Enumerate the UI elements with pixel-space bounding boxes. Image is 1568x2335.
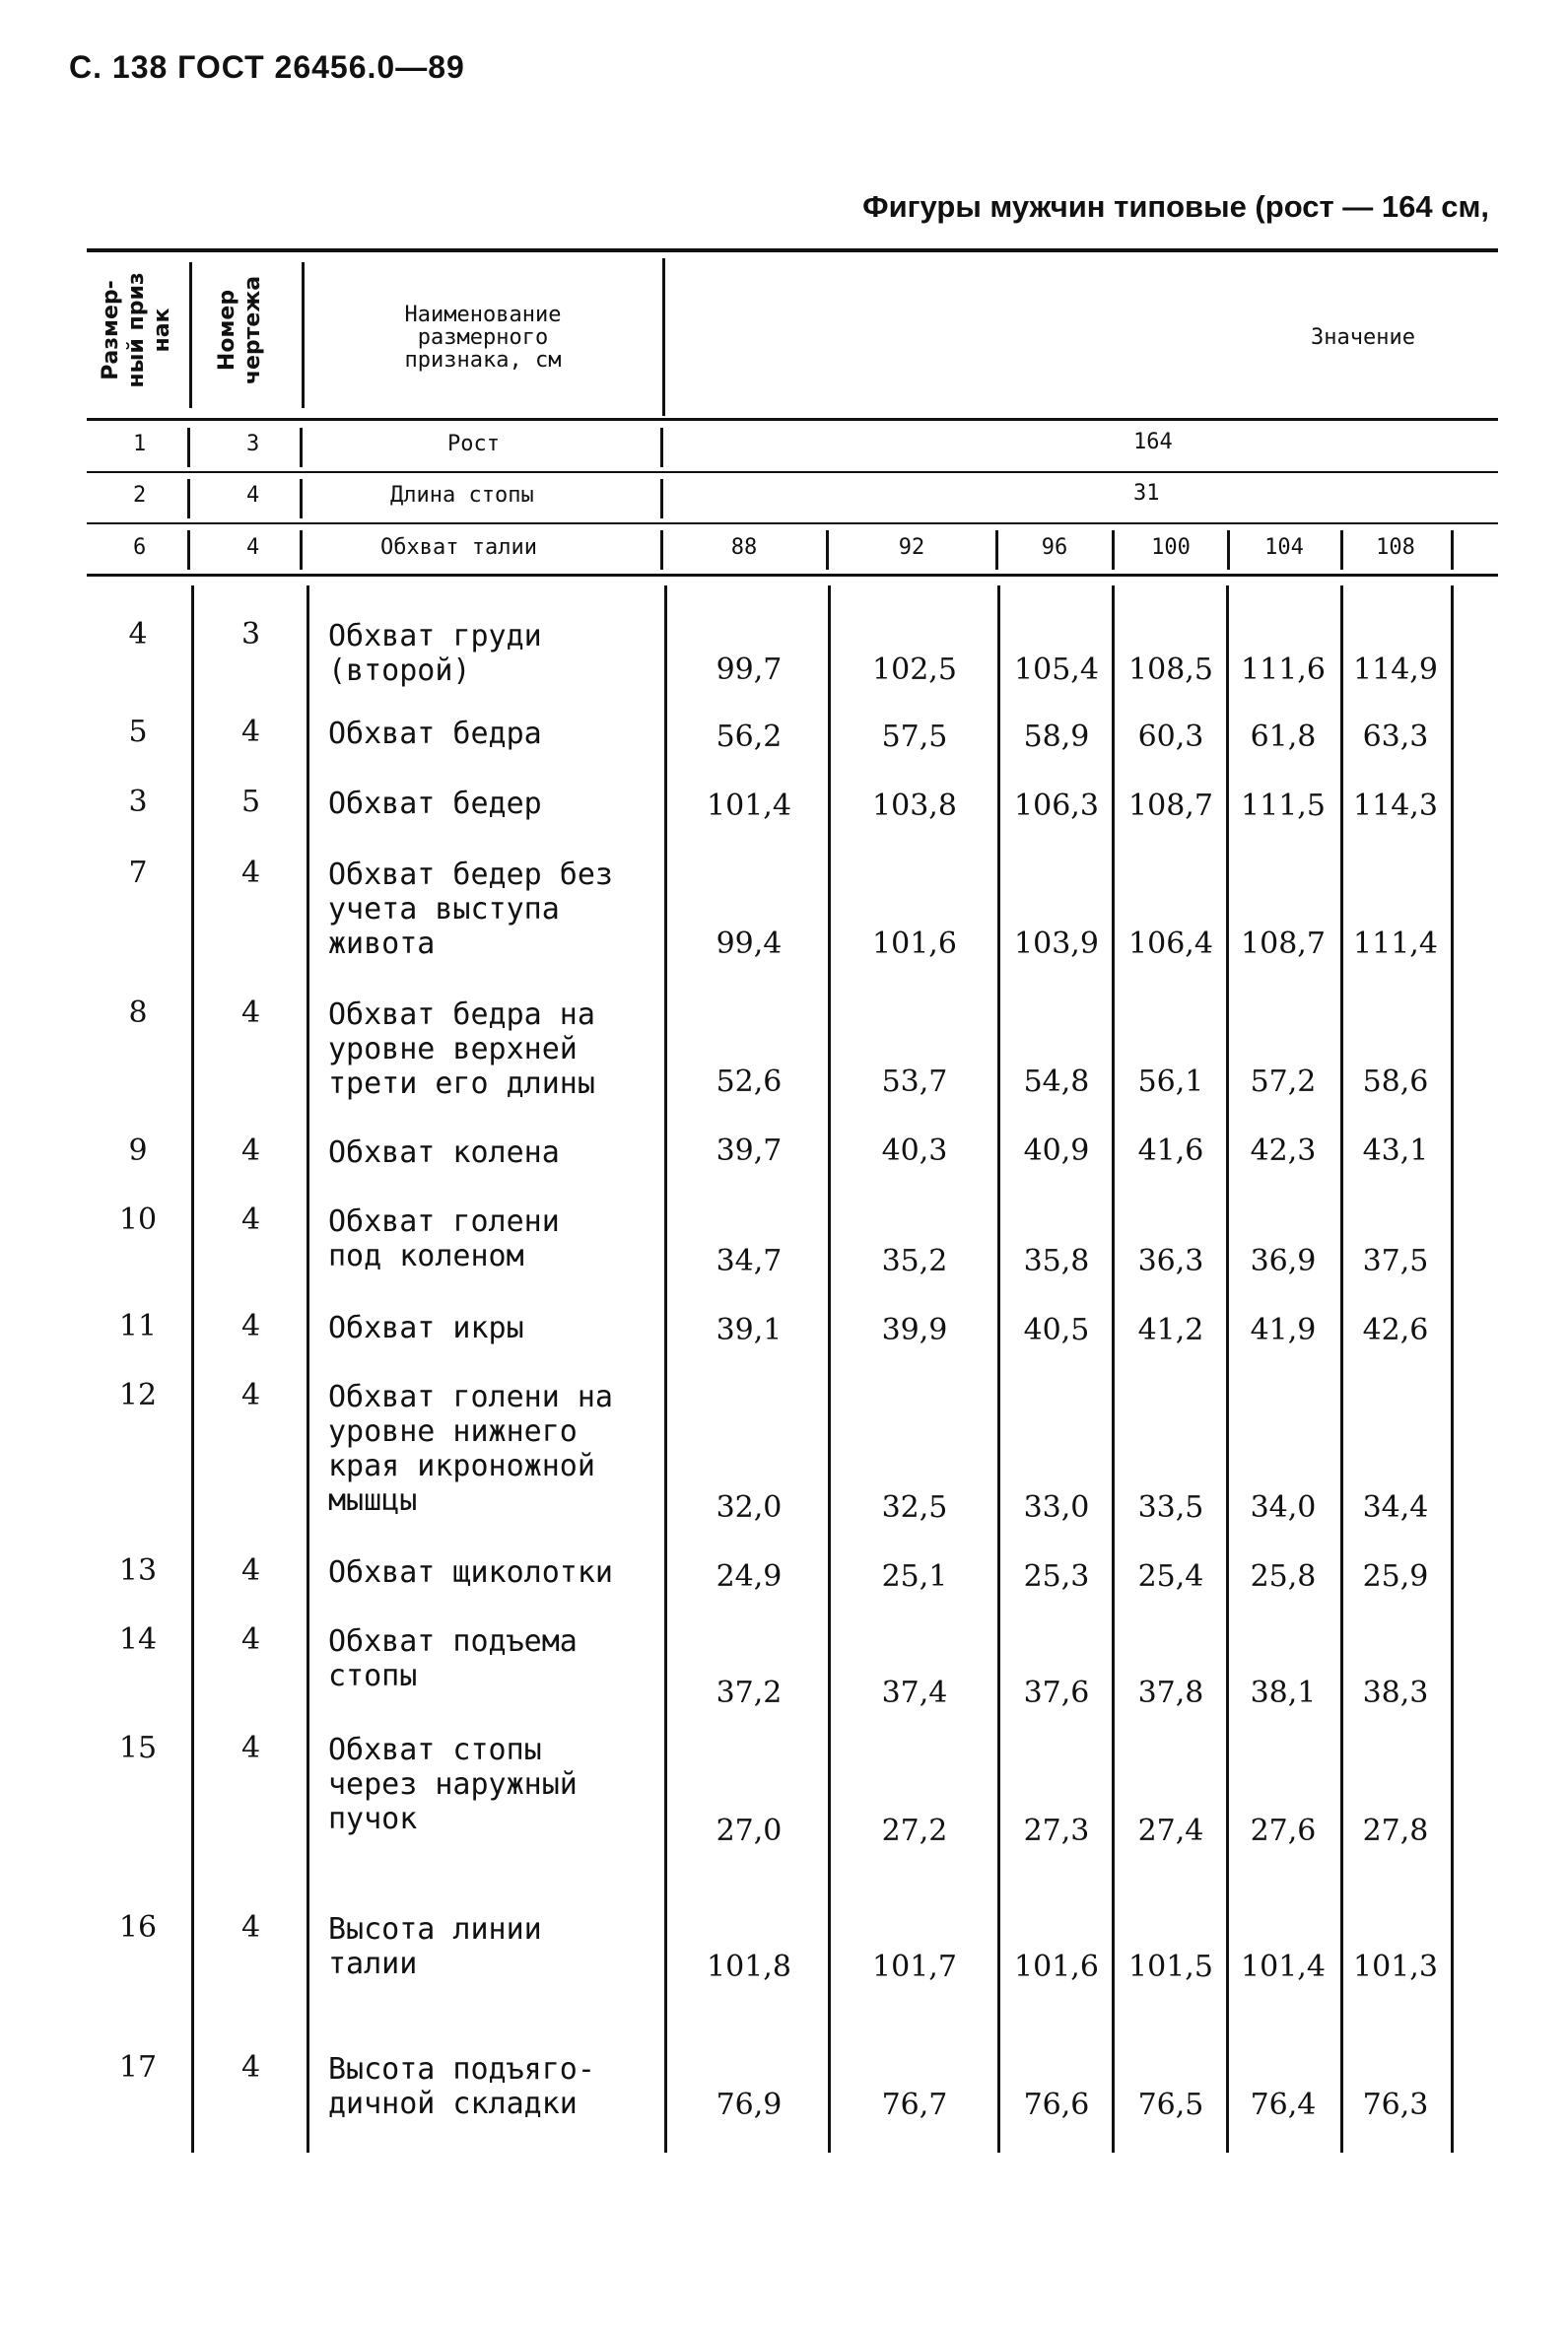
col-header-feature-no: Размер- ный приз нак <box>99 272 174 388</box>
row-name: Обхват щиколотки <box>328 1555 613 1590</box>
row-value: 36,9 <box>1250 1244 1317 1278</box>
row-waist-drawing: 4 <box>246 535 260 560</box>
row-name: Высота подъяго- дичной складки <box>328 2052 595 2121</box>
row-drawing-no: 4 <box>241 1622 261 1657</box>
row-name: Обхват груди (второй) <box>328 619 542 688</box>
row-drawing-no: 4 <box>241 2050 261 2085</box>
row-value: 33,5 <box>1137 1490 1204 1525</box>
row3-divider-e <box>995 530 998 570</box>
row-value: 76,7 <box>881 2088 948 2122</box>
row-foot-value: 31 <box>1133 481 1160 506</box>
body-divider-1 <box>191 585 194 2153</box>
row-value: 37,8 <box>1137 1676 1204 1710</box>
row-value: 58,6 <box>1362 1064 1429 1099</box>
row-value: 101,8 <box>707 1950 791 1984</box>
row-value: 76,4 <box>1250 2088 1317 2122</box>
row-drawing-no: 4 <box>241 1133 261 1168</box>
row3-divider-d <box>826 530 829 570</box>
row3-divider-b <box>300 530 303 570</box>
row-value: 38,1 <box>1250 1676 1317 1710</box>
row-drawing-no: 4 <box>241 1553 261 1588</box>
col-header-value: Значение <box>1311 325 1415 350</box>
row-value: 53,7 <box>881 1064 948 1099</box>
row-value: 27,2 <box>881 1814 948 1848</box>
row-value: 40,9 <box>1023 1133 1090 1168</box>
row-value: 114,9 <box>1353 652 1438 687</box>
row-feature-no: 9 <box>128 1133 148 1168</box>
row3-divider-g <box>1227 530 1230 570</box>
row-value: 34,4 <box>1362 1490 1429 1525</box>
row-value: 57,2 <box>1250 1064 1317 1099</box>
row-value: 24,9 <box>716 1559 783 1594</box>
row-value: 61,8 <box>1250 720 1317 754</box>
row-feature-no: 17 <box>118 2050 158 2085</box>
row-feature-no: 8 <box>128 996 148 1030</box>
row-value: 41,2 <box>1137 1313 1204 1347</box>
header-divider-2 <box>302 262 305 408</box>
row-value: 102,5 <box>872 652 957 687</box>
row-foot-feature: 2 <box>133 483 147 508</box>
row-value: 52,6 <box>716 1064 783 1099</box>
row-value: 57,5 <box>881 720 948 754</box>
row-value: 38,3 <box>1362 1676 1429 1710</box>
row-waist-name: Обхват талии <box>380 535 537 560</box>
row-value: 42,3 <box>1250 1133 1317 1168</box>
row-value: 76,9 <box>716 2088 783 2122</box>
row-value: 101,6 <box>1014 1950 1099 1984</box>
row-value: 106,4 <box>1128 927 1213 961</box>
row3-divider-c <box>660 530 663 570</box>
col-header-drawing-no: Номер чертежа <box>215 275 265 385</box>
row-value: 114,3 <box>1353 789 1438 823</box>
row-value: 41,9 <box>1250 1313 1317 1347</box>
row-foot-drawing: 4 <box>246 483 260 508</box>
row-waist-feature: 6 <box>133 535 147 560</box>
row-value: 111,6 <box>1241 652 1326 687</box>
row1-divider-c <box>660 428 663 467</box>
body-divider-2 <box>307 585 309 2153</box>
row-value: 99,7 <box>716 652 783 687</box>
row-value: 103,8 <box>872 789 957 823</box>
row-value: 34,0 <box>1250 1490 1317 1525</box>
row-value: 106,3 <box>1014 789 1099 823</box>
row-value: 25,3 <box>1023 1559 1090 1594</box>
row-name: Обхват бедра на уровне верхней трети его длины <box>328 997 595 1101</box>
row-value: 76,3 <box>1362 2088 1429 2122</box>
row1-divider-a <box>187 428 190 467</box>
row-value: 27,8 <box>1362 1814 1429 1848</box>
row-value: 111,4 <box>1353 927 1438 961</box>
waist-value: 100 <box>1151 535 1191 560</box>
table-title: Фигуры мужчин типовые (рост — 164 см, <box>862 189 1489 224</box>
row-value: 43,1 <box>1362 1133 1429 1168</box>
row-name: Обхват бедра <box>328 717 542 751</box>
row-value: 56,2 <box>716 720 783 754</box>
row-value: 33,0 <box>1023 1490 1090 1525</box>
row-value: 76,5 <box>1137 2088 1204 2122</box>
col-header-name: Наименование размерного признака, см <box>404 303 562 373</box>
row3-divider-h <box>1340 530 1343 570</box>
row-drawing-no: 4 <box>241 715 261 749</box>
row-drawing-no: 4 <box>241 1731 261 1765</box>
header-divider-1 <box>189 262 192 408</box>
waist-value: 88 <box>730 535 758 560</box>
row-feature-no: 5 <box>128 715 148 749</box>
row-value: 54,8 <box>1023 1064 1090 1099</box>
row2-divider-b <box>300 479 303 518</box>
row-value: 111,5 <box>1241 789 1326 823</box>
row-height-feature: 1 <box>133 432 147 456</box>
waist-value: 108 <box>1376 535 1415 560</box>
row-value: 25,9 <box>1362 1559 1429 1594</box>
row-value: 101,4 <box>707 789 791 823</box>
row-value: 35,2 <box>881 1244 948 1278</box>
row3-divider-a <box>187 530 190 570</box>
row-value: 108,7 <box>1128 789 1213 823</box>
row-value: 39,7 <box>716 1133 783 1168</box>
row-name: Обхват голени под коленом <box>328 1204 560 1273</box>
row-name: Обхват колена <box>328 1135 560 1170</box>
row-feature-no: 13 <box>118 1553 158 1588</box>
row1-divider-b <box>300 428 303 467</box>
row-height-name: Рост <box>447 432 500 456</box>
row-drawing-no: 4 <box>241 1910 261 1945</box>
row-value: 101,4 <box>1241 1950 1326 1984</box>
table-top-rule <box>87 248 1498 252</box>
row-drawing-no: 3 <box>241 617 261 652</box>
row-feature-no: 4 <box>128 617 148 652</box>
row-feature-no: 7 <box>128 856 148 890</box>
row-name: Обхват голени на уровне нижнего края икроножной мышцы <box>328 1380 613 1518</box>
row-feature-no: 3 <box>128 785 148 819</box>
body-divider-3 <box>664 585 667 2153</box>
row-drawing-no: 4 <box>241 1309 261 1343</box>
row-drawing-no: 4 <box>241 856 261 890</box>
row-feature-no: 15 <box>118 1731 158 1765</box>
row-value: 108,7 <box>1241 927 1326 961</box>
row-value: 25,4 <box>1137 1559 1204 1594</box>
waist-value: 92 <box>898 535 925 560</box>
row-rule-1 <box>87 471 1498 473</box>
row-value: 27,4 <box>1137 1814 1204 1848</box>
row-name: Обхват икры <box>328 1311 524 1345</box>
row-value: 99,4 <box>716 927 783 961</box>
row-value: 34,7 <box>716 1244 783 1278</box>
row-name: Обхват подъема стопы <box>328 1624 578 1693</box>
row-rule-2 <box>87 522 1498 524</box>
row-value: 39,9 <box>881 1313 948 1347</box>
row-value: 27,0 <box>716 1814 783 1848</box>
row2-divider-a <box>187 479 190 518</box>
header-bottom-rule <box>87 418 1498 421</box>
row-name: Обхват бедер без учета выступа живота <box>328 858 613 961</box>
row-value: 101,5 <box>1128 1950 1213 1984</box>
row-value: 60,3 <box>1137 720 1204 754</box>
row3-divider-i <box>1451 530 1454 570</box>
row-value: 101,3 <box>1353 1950 1438 1984</box>
row-value: 63,3 <box>1362 720 1429 754</box>
body-divider-4 <box>828 585 831 2153</box>
row-name: Обхват бедер <box>328 787 542 821</box>
row-value: 37,4 <box>881 1676 948 1710</box>
row-foot-name: Длина стопы <box>390 483 534 508</box>
row-value: 76,6 <box>1023 2088 1090 2122</box>
row-feature-no: 12 <box>118 1378 158 1412</box>
row-value: 58,9 <box>1023 720 1090 754</box>
row2-divider-c <box>660 479 663 518</box>
header-divider-3 <box>662 258 665 416</box>
row-value: 101,7 <box>872 1950 957 1984</box>
row-value: 37,2 <box>716 1676 783 1710</box>
page-header: С. 138 ГОСТ 26456.0—89 <box>69 49 465 85</box>
row-value: 56,1 <box>1137 1064 1204 1099</box>
row-feature-no: 16 <box>118 1910 158 1945</box>
row-value: 27,6 <box>1250 1814 1317 1848</box>
row-height-drawing: 3 <box>246 432 260 456</box>
row-height-value: 164 <box>1133 430 1173 454</box>
row-value: 108,5 <box>1128 652 1213 687</box>
row-value: 32,0 <box>716 1490 783 1525</box>
row-value: 39,1 <box>716 1313 783 1347</box>
row-value: 32,5 <box>881 1490 948 1525</box>
row-value: 25,1 <box>881 1559 948 1594</box>
row-drawing-no: 4 <box>241 1378 261 1412</box>
row-feature-no: 14 <box>118 1622 158 1657</box>
row-value: 103,9 <box>1014 927 1099 961</box>
row-value: 37,5 <box>1362 1244 1429 1278</box>
row-name: Высота линии талии <box>328 1912 542 1981</box>
row-value: 41,6 <box>1137 1133 1204 1168</box>
row-value: 27,3 <box>1023 1814 1090 1848</box>
row-drawing-no: 4 <box>241 996 261 1030</box>
row-value: 37,6 <box>1023 1676 1090 1710</box>
row-value: 35,8 <box>1023 1244 1090 1278</box>
row-feature-no: 10 <box>118 1202 158 1237</box>
row-value: 40,3 <box>881 1133 948 1168</box>
row-value: 36,3 <box>1137 1244 1204 1278</box>
row-drawing-no: 5 <box>241 785 261 819</box>
row-value: 25,8 <box>1250 1559 1317 1594</box>
waist-value: 104 <box>1264 535 1304 560</box>
row-feature-no: 11 <box>118 1309 158 1343</box>
row-rule-3 <box>87 574 1498 577</box>
row-value: 101,6 <box>872 927 957 961</box>
row-value: 40,5 <box>1023 1313 1090 1347</box>
row-value: 105,4 <box>1014 652 1099 687</box>
row3-divider-f <box>1112 530 1115 570</box>
waist-value: 96 <box>1041 535 1068 560</box>
row-name: Обхват стопы через наружный пучок <box>328 1733 578 1836</box>
row-drawing-no: 4 <box>241 1202 261 1237</box>
row-value: 42,6 <box>1362 1313 1429 1347</box>
